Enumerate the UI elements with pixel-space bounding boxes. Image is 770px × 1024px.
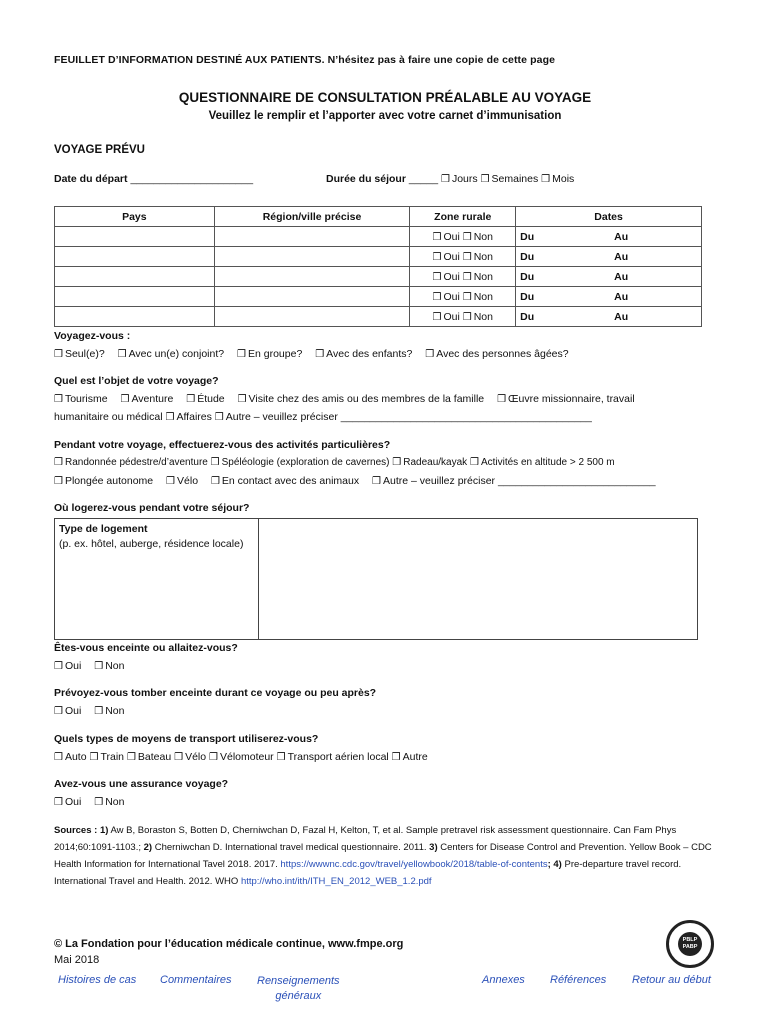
rural-cell (410, 307, 516, 327)
option-animals: En contact avec des animaux (221, 475, 360, 487)
checkbox[interactable]: ❒ (210, 457, 220, 468)
departure-row (54, 173, 253, 185)
no-label: Non (473, 250, 493, 263)
table-row (55, 267, 702, 287)
lodging-input[interactable] (260, 519, 697, 639)
option-train: Train (100, 751, 125, 763)
from-label: Du (520, 310, 535, 323)
checkbox[interactable]: ❒ (372, 476, 381, 487)
option-no: Non (105, 796, 125, 808)
option-study: Étude (197, 393, 225, 405)
country-cell[interactable] (55, 307, 215, 327)
activities-question: Pendant votre voyage, effectuerez-vous des activités particulières? (54, 439, 391, 451)
checkbox[interactable]: ❒ (432, 291, 442, 303)
lodging-type-hint: (p. ex. hôtel, auberge, résidence locale) (59, 538, 244, 550)
option-alone: Seul(e)? (64, 348, 105, 360)
option-mission-cont: humanitaire ou médical (54, 411, 163, 423)
page-title: QUESTIONNAIRE DE CONSULTATION PRÉALABLE AU VOYAGE (178, 90, 592, 105)
option-car: Auto (64, 751, 87, 763)
insurance-question: Avez-vous une assurance voyage? (54, 778, 229, 790)
country-cell[interactable] (55, 287, 215, 307)
source-num: 2) (143, 842, 153, 853)
source-num: 3) (429, 842, 438, 853)
option-no: Non (105, 660, 125, 672)
nav-general-info-line1: Renseignements (257, 975, 340, 987)
publication-date: Mai 2018 (54, 954, 100, 966)
copyright: © La Fondation pour l’éducation médicale continue, www.fmpe.org (54, 938, 404, 950)
checkbox[interactable]: ❒ (432, 271, 442, 283)
lodging-box (54, 518, 698, 640)
yes-label: Oui (443, 250, 460, 263)
col-region: Région/ville précise (214, 207, 410, 227)
pregnant-options (54, 660, 134, 672)
checkbox[interactable]: ❒ (209, 752, 218, 763)
activities-options-2 (54, 475, 666, 487)
purpose-question: Quel est l’objet de votre voyage? (54, 375, 219, 387)
lodging-label-cell (55, 519, 259, 639)
pregnancy-plan-question: Prévoyez-vous tomber enceinte durant ce voyage ou peu après? (54, 687, 377, 699)
checkbox[interactable]: ❒ (440, 174, 450, 185)
region-cell[interactable] (214, 247, 410, 267)
nav-references[interactable]: Références (550, 974, 607, 986)
nav-comments[interactable]: Commentaires (160, 974, 232, 986)
duration-label: Durée du séjour (326, 173, 406, 185)
table-row (55, 227, 702, 247)
logo-text-bottom: PABP (682, 944, 698, 950)
checkbox[interactable]: ❒ (469, 457, 479, 468)
duration-row (326, 173, 574, 185)
checkbox[interactable]: ❒ (165, 412, 175, 423)
option-bike: Vélo (177, 475, 199, 487)
option-mission: Œuvre missionnaire, travail (508, 393, 635, 405)
source-3-link[interactable]: https://wwwnc.cdc.gov/travel/yellowbook/2018/table-of-contents (280, 859, 548, 870)
col-country: Pays (55, 207, 215, 227)
checkbox[interactable]: ❒ (54, 349, 63, 360)
country-cell[interactable] (55, 227, 215, 247)
checkbox[interactable]: ❒ (166, 476, 176, 487)
option-yes: Oui (64, 660, 82, 672)
checkbox[interactable]: ❒ (117, 349, 127, 360)
checkbox[interactable]: ❒ (462, 271, 472, 283)
checkbox[interactable]: ❒ (432, 231, 442, 243)
yes-label: Oui (443, 310, 460, 323)
country-cell[interactable] (55, 247, 215, 267)
yes-label: Oui (443, 230, 460, 243)
checkbox[interactable]: ❒ (94, 661, 104, 672)
checkbox[interactable]: ❒ (54, 394, 63, 405)
dates-cell[interactable] (516, 247, 702, 267)
option-local-air: Transport aérien local (287, 751, 389, 763)
duration-weeks: Semaines (491, 173, 539, 185)
no-label: Non (473, 290, 493, 303)
transport-options (54, 751, 428, 763)
to-label: Au (614, 310, 629, 323)
trip-heading: VOYAGE PRÉVU (54, 144, 145, 156)
checkbox[interactable]: ❒ (186, 394, 196, 405)
option-spouse: Avec un(e) conjoint? (128, 348, 225, 360)
checkbox[interactable]: ❒ (94, 706, 104, 717)
checkbox[interactable]: ❒ (462, 251, 472, 263)
checkbox[interactable]: ❒ (54, 476, 63, 487)
option-rafting: Radeau/kayak (403, 457, 468, 468)
rural-cell (410, 267, 516, 287)
option-yes: Oui (64, 705, 82, 717)
checkbox[interactable]: ❒ (126, 752, 136, 763)
table-row (55, 307, 702, 327)
checkbox[interactable]: ❒ (89, 752, 99, 763)
option-elderly: Avec des personnes âgées? (436, 348, 569, 360)
option-group: En groupe? (247, 348, 303, 360)
duration-months: Mois (552, 173, 575, 185)
transport-question: Quels types de moyens de transport utiliserez-vous? (54, 733, 319, 745)
option-business: Affaires (176, 411, 212, 423)
option-bicycle: Vélo (185, 751, 207, 763)
from-label: Du (520, 250, 535, 263)
checkbox[interactable]: ❒ (54, 661, 63, 672)
option-yes: Oui (64, 796, 82, 808)
page-header: FEUILLET D’INFORMATION DESTINÉ AUX PATIENTS. N’hésitez pas à faire une copie de cette page (54, 54, 556, 66)
dates-cell[interactable] (516, 287, 702, 307)
checkbox[interactable]: ❒ (120, 394, 130, 405)
travel-with-question: Voyagez-vous : (54, 330, 131, 342)
checkbox[interactable]: ❒ (54, 457, 63, 468)
option-transport-other: Autre (402, 751, 428, 763)
nav-general-info[interactable] (257, 974, 340, 1004)
activities-options-1 (54, 457, 615, 468)
checkbox[interactable]: ❒ (541, 174, 551, 185)
option-activity-other: Autre – veuillez préciser ___________________________ (382, 475, 656, 487)
option-tourism: Tourisme (64, 393, 108, 405)
col-rural: Zone rurale (410, 207, 516, 227)
no-label: Non (473, 230, 493, 243)
sources-label: Sources : (54, 825, 98, 836)
checkbox[interactable]: ❒ (54, 797, 63, 808)
option-caving: Spéléologie (exploration de cavernes) (221, 457, 390, 468)
from-label: Du (520, 270, 535, 283)
source-num: 1) (99, 825, 109, 836)
to-label: Au (614, 230, 629, 243)
table-row (55, 287, 702, 307)
dates-cell[interactable] (516, 227, 702, 247)
checkbox[interactable]: ❒ (425, 349, 435, 360)
destinations-table (54, 206, 702, 327)
checkbox[interactable]: ❒ (432, 311, 442, 323)
travel-with-options (54, 348, 579, 360)
nav-annexes[interactable]: Annexes (482, 974, 525, 986)
logo-text-top: PBLP (682, 937, 698, 943)
checkbox[interactable]: ❒ (54, 752, 63, 763)
checkbox[interactable]: ❒ (432, 251, 442, 263)
checkbox[interactable]: ❒ (392, 457, 402, 468)
source-1: Aw B, Boraston S, Botten D, Cherniwchan D, Fazal H, Kelton, T, et al. Sample pretravel risk assessment questionnaire. Can Fam Phys 2014;60:1091-1103.; (54, 825, 677, 853)
yes-label: Oui (443, 290, 460, 303)
option-hiking: Randonnée pédestre/d’aventure (64, 457, 208, 468)
from-label: Du (520, 230, 535, 243)
no-label: Non (473, 270, 493, 283)
no-label: Non (473, 310, 493, 323)
dates-cell[interactable] (516, 267, 702, 287)
pregnant-question: Êtes-vous enceinte ou allaitez-vous? (54, 642, 238, 654)
country-cell[interactable] (55, 267, 215, 287)
checkbox[interactable]: ❒ (391, 752, 401, 763)
lodging-type-label: Type de logement (59, 523, 148, 535)
checkbox[interactable]: ❒ (94, 797, 104, 808)
checkbox[interactable]: ❒ (174, 752, 184, 763)
rural-cell (410, 287, 516, 307)
departure-field[interactable]: _____________________ (130, 173, 254, 185)
fmpe-logo (666, 920, 714, 968)
checkbox[interactable]: ❒ (462, 291, 472, 303)
logo-mark (678, 932, 702, 956)
page-subtitle: Veuillez le remplir et l’apporter avec votre carnet d’immunisation (208, 110, 562, 122)
region-cell[interactable] (214, 227, 410, 247)
source-4-link[interactable]: http://who.int/ith/ITH_EN_2012_WEB_1.2.pdf (240, 876, 432, 887)
checkbox[interactable]: ❒ (497, 394, 507, 405)
option-altitude: Activités en altitude > 2 500 m (480, 457, 615, 468)
duration-days: Jours (451, 173, 478, 185)
option-children: Avec des enfants? (326, 348, 413, 360)
source-4: Pre-departure travel record. International Travel and Health. 2012. WHO (54, 859, 682, 887)
lodging-question: Où logerez-vous pendant votre séjour? (54, 502, 250, 514)
option-other: Autre – veuillez préciser ___________________________________________ (225, 411, 592, 423)
checkbox[interactable]: ❒ (237, 394, 247, 405)
checkbox[interactable]: ❒ (210, 476, 220, 487)
to-label: Au (614, 250, 629, 263)
yes-label: Oui (443, 270, 460, 283)
source-3: Centers for Disease Control and Prevention. Yellow Book – CDC Health Information for International Tavel 2018. 2017. (54, 842, 712, 870)
nav-back-to-top[interactable]: Retour au début (632, 974, 711, 986)
checkbox[interactable]: ❒ (315, 349, 325, 360)
checkbox[interactable]: ❒ (54, 706, 63, 717)
sources (54, 822, 718, 890)
checkbox[interactable]: ❒ (237, 349, 246, 360)
option-visit: Visite chez des amis ou des membres de la famille (248, 393, 485, 405)
option-no: Non (105, 705, 125, 717)
region-cell[interactable] (214, 267, 410, 287)
source-num: ; 4) (547, 859, 562, 870)
table-row (55, 247, 702, 267)
from-label: Du (520, 290, 535, 303)
dates-cell[interactable] (516, 307, 702, 327)
insurance-options (54, 796, 134, 808)
pregnancy-plan-options (54, 705, 134, 717)
checkbox[interactable]: ❒ (480, 174, 490, 185)
rural-cell (410, 227, 516, 247)
purpose-options-2 (54, 411, 592, 423)
nav-cases[interactable]: Histoires de cas (58, 974, 137, 986)
checkbox[interactable]: ❒ (276, 752, 286, 763)
option-adventure: Aventure (131, 393, 174, 405)
rural-cell (410, 247, 516, 267)
duration-field[interactable]: _____ (408, 173, 439, 185)
region-cell[interactable] (214, 287, 410, 307)
option-moped: Vélomoteur (219, 751, 274, 763)
checkbox[interactable]: ❒ (462, 231, 472, 243)
option-diving: Plongée autonome (64, 475, 154, 487)
col-dates: Dates (516, 207, 702, 227)
checkbox[interactable]: ❒ (214, 412, 224, 423)
option-boat: Bateau (137, 751, 172, 763)
checkbox[interactable]: ❒ (462, 311, 472, 323)
purpose-options-1 (54, 393, 645, 405)
nav-general-info-line2: généraux (275, 990, 322, 1002)
to-label: Au (614, 270, 629, 283)
to-label: Au (614, 290, 629, 303)
departure-label: Date du départ (54, 173, 128, 185)
source-2: Cherniwchan D. International travel medical questionnaire. 2011. (154, 842, 427, 853)
region-cell[interactable] (214, 307, 410, 327)
